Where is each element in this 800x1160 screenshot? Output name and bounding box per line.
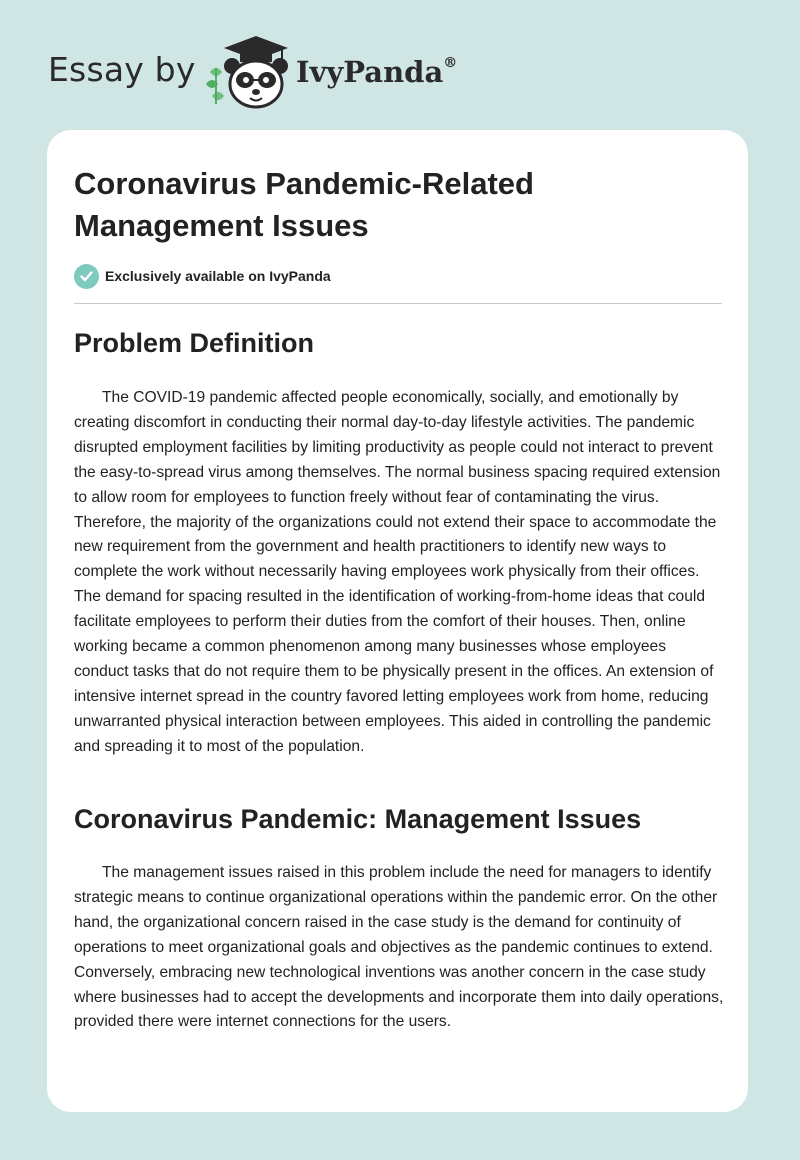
exclusive-badge	[74, 263, 331, 289]
brand-name[interactable]: IvyPanda®	[296, 55, 458, 89]
essay-by-label: Essay by	[48, 50, 196, 89]
checkmark-icon	[74, 264, 99, 289]
essay-card	[47, 130, 748, 1112]
site-header	[48, 34, 608, 110]
section-heading-problem-definition: Problem Definition	[74, 328, 315, 358]
divider	[74, 303, 722, 304]
panda-logo-icon[interactable]	[200, 34, 292, 110]
section-paragraph-management-issues: The management issues raised in this problem include the need for managers to identify strategic means to continue organizational operations within the pandemic error. On the other hand, the organizational concern raised in the case study is the demand for continuity of operations to meet organizational goals and objectives as the pandemic continues to extend. Conversely, embracing new technological inventions was another concern in the case study where businesses had to accept the developments and incorporate them into daily operations, provided there were internet connections for the users.	[74, 864, 724, 1031]
page-title: Coronavirus Pandemic-Related Management Issues	[74, 166, 534, 243]
registered-mark: ®	[443, 55, 458, 72]
section-paragraph-problem-definition: The COVID-19 pandemic affected people economically, socially, and emotionally by creating discomfort in conducting their normal day-to-day lifestyle activities. The pandemic disrupted employment facilities by limiting productivity as people could not interact to prevent the easy-to-spread virus among themselves. The normal business spacing required extension to allow room for employees to function freely without fear of contaminating the virus. Therefore, the majority of the organizations could not extend their space to accommodate the new requirement from the government and health practitioners to identify new ways to complete the work without necessarily having employees work physically from their offices. The demand for spacing resulted in the identification of working-from-home ideas that could facilitate employees to perform their duties from the comfort of their houses. Then, online working became a common phenomenon among many businesses whose employees conduct tasks that do not require them to be physically present in the offices. An extension of intensive internet spread in the country favored letting employees work from home, reducing unwarranted physical interaction between employees. This aided in controlling the pandemic and spreading it to most of the population.	[74, 389, 721, 755]
section-heading-management-issues: Coronavirus Pandemic: Management Issues	[74, 804, 642, 834]
badge-text: Exclusively available on IvyPanda	[105, 268, 331, 284]
